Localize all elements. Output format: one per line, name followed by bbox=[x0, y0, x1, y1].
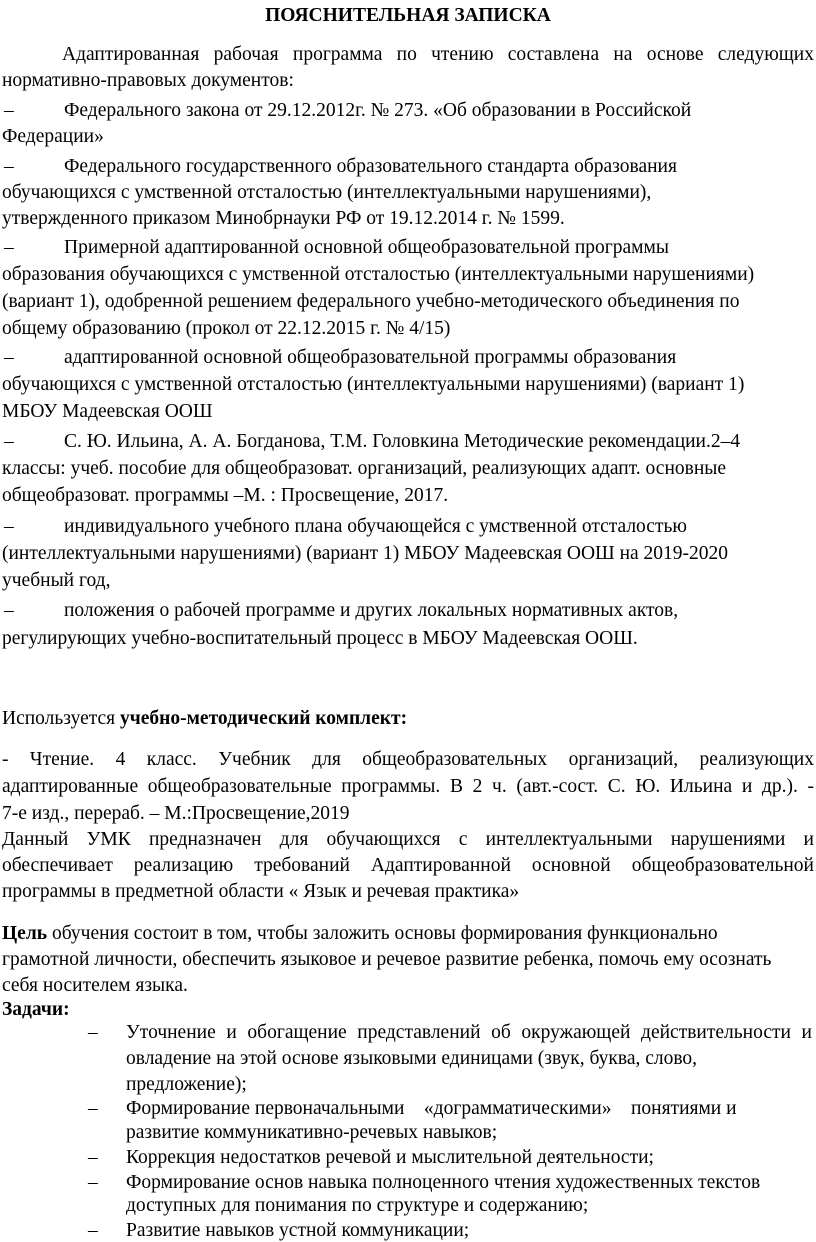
dash-bullet: – bbox=[4, 100, 14, 121]
task-item-text: развитие коммуникативно-речевых навыков; bbox=[126, 1122, 498, 1143]
list-item-text: обучающихся с умственной отсталостью (интеллектуальными нарушениями) (вариант 1) bbox=[2, 374, 745, 395]
list-item-text: (вариант 1), одобренной решением федерального учебно-методического объединения по bbox=[2, 291, 740, 312]
intro-line: Адаптированная рабочая программа по чтению составлена на основе следующих bbox=[62, 44, 814, 65]
goal-line: себя носителем языка. bbox=[2, 975, 188, 996]
umk-intro-bold: учебно-методический комплект: bbox=[120, 708, 408, 729]
intro-line: нормативно-правовых документов: bbox=[2, 70, 294, 91]
dash-bullet: – bbox=[4, 516, 14, 537]
dash-bullet: – bbox=[88, 1098, 98, 1119]
dash-bullet: – bbox=[4, 156, 14, 177]
task-item-text: доступных для понимания по структуре и содержанию; bbox=[126, 1195, 589, 1216]
umk-purpose-line: обеспечивает реализацию требований Адаптированной основной общеобразовательной bbox=[2, 855, 814, 876]
dash-bullet: – bbox=[88, 1220, 98, 1241]
list-item-text: утвержденного приказом Минобрнауки РФ от 19.12.2014 г. № 1599. bbox=[2, 208, 565, 229]
dash-bullet: – bbox=[88, 1147, 98, 1168]
list-item-text: индивидуального учебного плана обучающейся с умственной отсталостью bbox=[64, 516, 687, 537]
list-item-text: общеобразоват. программы –М. : Просвещение, 2017. bbox=[2, 485, 449, 506]
list-item-text: (интеллектуальными нарушениями) (вариант 1) МБОУ Мадеевская ООШ на 2019-2020 bbox=[2, 543, 729, 564]
document-title: ПОЯСНИТЕЛЬНАЯ ЗАПИСКА bbox=[265, 5, 551, 26]
list-item-text: адаптированной основной общеобразовательной программы образования bbox=[64, 347, 677, 368]
tasks-heading: Задачи: bbox=[2, 999, 70, 1020]
list-item-text: Федерального государственного образовательного стандарта образования bbox=[64, 156, 677, 177]
list-item-text: положения о рабочей программе и других локальных нормативных актов, bbox=[64, 600, 679, 621]
list-item-text: классы: учеб. пособие для общеобразоват. организаций, реализующих адапт. основные bbox=[2, 458, 727, 479]
dash-bullet: – bbox=[4, 600, 14, 621]
task-item-text: Формирование основ навыка полноценного чтения художественных текстов bbox=[126, 1172, 761, 1193]
task-item-text: Формирование первоначальными «дограмматическими» понятиями и bbox=[126, 1098, 737, 1119]
task-item-text: овладение на этой основе языковыми единицами (звук, буква, слово, bbox=[126, 1048, 698, 1069]
list-item-text: общему образованию (прокол от 22.12.2015 г. № 4/15) bbox=[2, 318, 451, 339]
task-item-text: Коррекция недостатков речевой и мыслительной деятельности; bbox=[126, 1147, 654, 1168]
list-item-text: Федерального закона от 29.12.2012г. № 273. «Об образовании в Российской bbox=[64, 100, 692, 121]
goal-line bbox=[2, 921, 718, 947]
list-item-text: Федерации» bbox=[2, 126, 104, 147]
dash-bullet: – bbox=[4, 237, 14, 258]
task-item-text: предложение); bbox=[126, 1074, 247, 1095]
list-item-text: образования обучающихся с умственной отсталостью (интеллектуальными нарушениями) bbox=[2, 264, 755, 285]
list-item-text: регулирующих учебно-воспитательный процесс в МБОУ Мадеевская ООШ. bbox=[2, 628, 638, 649]
list-item-text: Примерной адаптированной основной общеобразовательной программы bbox=[64, 237, 669, 258]
task-item-text: Уточнение и обогащение представлений об окружающей действительности и bbox=[126, 1022, 812, 1043]
list-item-text: учебный год, bbox=[2, 570, 111, 591]
list-item-text: МБОУ Мадеевская ООШ bbox=[2, 401, 213, 422]
umk-purpose-line: Данный УМК предназначен для обучающихся с интеллектуальными нарушениями и bbox=[2, 829, 814, 850]
goal-text: обучения состоит в том, чтобы заложить основы формирования функционально bbox=[47, 923, 718, 944]
goal-label: Цель bbox=[2, 923, 48, 944]
task-item-text: Развитие навыков устной коммуникации; bbox=[126, 1220, 470, 1241]
list-item-text: обучающихся с умственной отсталостью (интеллектуальными нарушениями), bbox=[2, 182, 652, 203]
umk-intro-text: Используется bbox=[2, 708, 120, 729]
textbook-line: 7-е изд., перераб. – М.:Просвещение,2019 bbox=[2, 803, 350, 824]
textbook-line: адаптированные общеобразовательные программы. В 2 ч. (авт.-сост. С. Ю. Ильина и др.). - bbox=[2, 776, 814, 797]
goal-line: грамотной личности, обеспечить языковое и речевое развитие ребенка, помочь ему осознать bbox=[2, 949, 772, 970]
list-item-text: С. Ю. Ильина, А. А. Богданова, Т.М. Головкина Методические рекомендации.2–4 bbox=[64, 431, 741, 452]
dash-bullet: – bbox=[88, 1022, 98, 1043]
dash-bullet: – bbox=[88, 1172, 98, 1193]
dash-bullet: – bbox=[4, 431, 14, 452]
dash-bullet: – bbox=[4, 347, 14, 368]
umk-intro bbox=[2, 706, 407, 732]
textbook-line: - Чтение. 4 класс. Учебник для общеобразовательных организаций, реализующих bbox=[2, 749, 814, 770]
umk-purpose-line: программы в предметной области « Язык и речевая практика» bbox=[2, 881, 520, 902]
